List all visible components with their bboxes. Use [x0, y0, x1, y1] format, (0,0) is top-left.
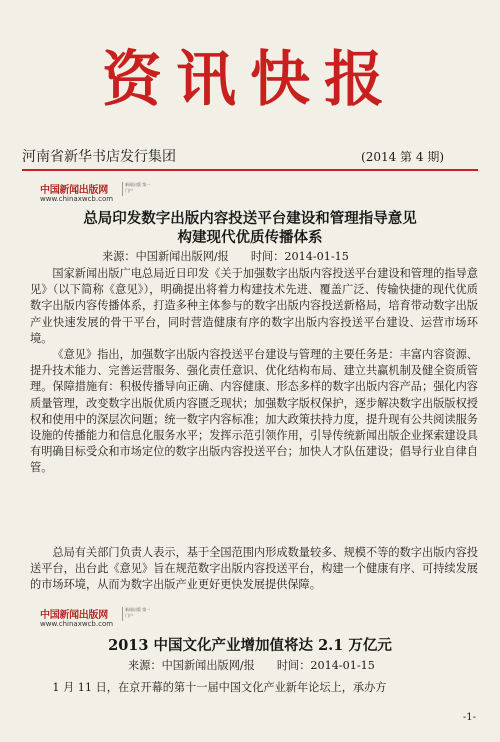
page-number: -1-: [462, 712, 476, 723]
article-body: [30, 680, 478, 696]
article-body: [30, 266, 478, 477]
source-logo: [40, 181, 151, 203]
logo-tagline: 新闻出版 第一门户: [122, 182, 153, 196]
paragraph: 1 月 11 日，在京开幕的第十一届中国文化产业新年论坛上，承办方: [52, 681, 387, 694]
publisher-name: 河南省新华书店发行集团: [22, 149, 176, 165]
article-source: 来源：中国新闻出版网/报: [128, 659, 255, 672]
paragraph: 总局有关部门负责人表示，基于全国范围内形成数量较多、规模不等的数字出版内容投送平台，出台此《意见》旨在规范数字出版内容投送平台，构建一个健康有序、可持续发展的市场环境，从而为数字出版产业更好更快发展提供保障。: [30, 546, 478, 592]
issue-number: (2014 第 4 期): [361, 150, 444, 164]
article-title: 总局印发数字出版内容投送平台建设和管理指导意见: [83, 210, 417, 227]
article-subtitle: 构建现代优质传播体系: [177, 229, 323, 246]
article-title: 2013 中国文化产业增加值将达 2.1 万亿元: [108, 637, 392, 654]
logo-url: www.chinaxwcb.com: [40, 620, 114, 628]
article-source-line: [102, 248, 349, 264]
logo-url: www.chinaxwcb.com: [40, 195, 114, 203]
logo-name: 中国新闻出版网: [40, 610, 108, 621]
source-logo: [40, 606, 151, 628]
paragraph: 国家新闻出版广电总局近日印发《关于加强数字出版内容投送平台建设和管理的指导意见》（以下简称《意见》），明确提出将着力构建技术先进、覆盖广泛、传输快捷的现代优质数字出版内容传播体系，打造多种主体参与的数字出版内容投送新格局，培育带动数字出版产业快速发展的骨干平台，同时营造健康有序的数字出版内容投送平台建设、运营市场环境。: [30, 267, 478, 345]
article-time: 时间：2014-01-15: [276, 659, 375, 672]
article-time: 时间：2014-01-15: [250, 250, 349, 263]
header-divider: [22, 169, 478, 171]
logo-name: 中国新闻出版网: [40, 185, 108, 196]
article-body: [30, 545, 478, 594]
article-source: 来源：中国新闻出版网/报: [102, 250, 229, 263]
masthead-title: 资讯快报: [102, 45, 398, 115]
logo-tagline: 新闻出版 第一门户: [122, 607, 153, 621]
paragraph: 《意见》指出，加强数字出版内容投送平台建设与管理的主要任务是：丰富内容资源、提升技术能力、完善运营服务、强化责任意识、优化结构布局、建立共赢机制及健全资质管理。保障措施有：积极传播导向正确、内容健康、形态多样的数字出版内容产品；强化内容质量管理，改变数字出版优质内容匮乏现状；加强数字版权保护，逐步解决数字出版版权授权和使用中的深层次问题；统一数字内容标准；加大政策扶持力度，提升现有公共阅读服务设施的传播能力和信息化服务水平；发挥示范引领作用，引导传统新闻出版企业探索建设具有明确目标受众和市场定位的数字出版内容投送平台；加快人才队伍建设；倡导行业自律自管。: [30, 348, 478, 475]
article-source-line: [128, 657, 375, 673]
